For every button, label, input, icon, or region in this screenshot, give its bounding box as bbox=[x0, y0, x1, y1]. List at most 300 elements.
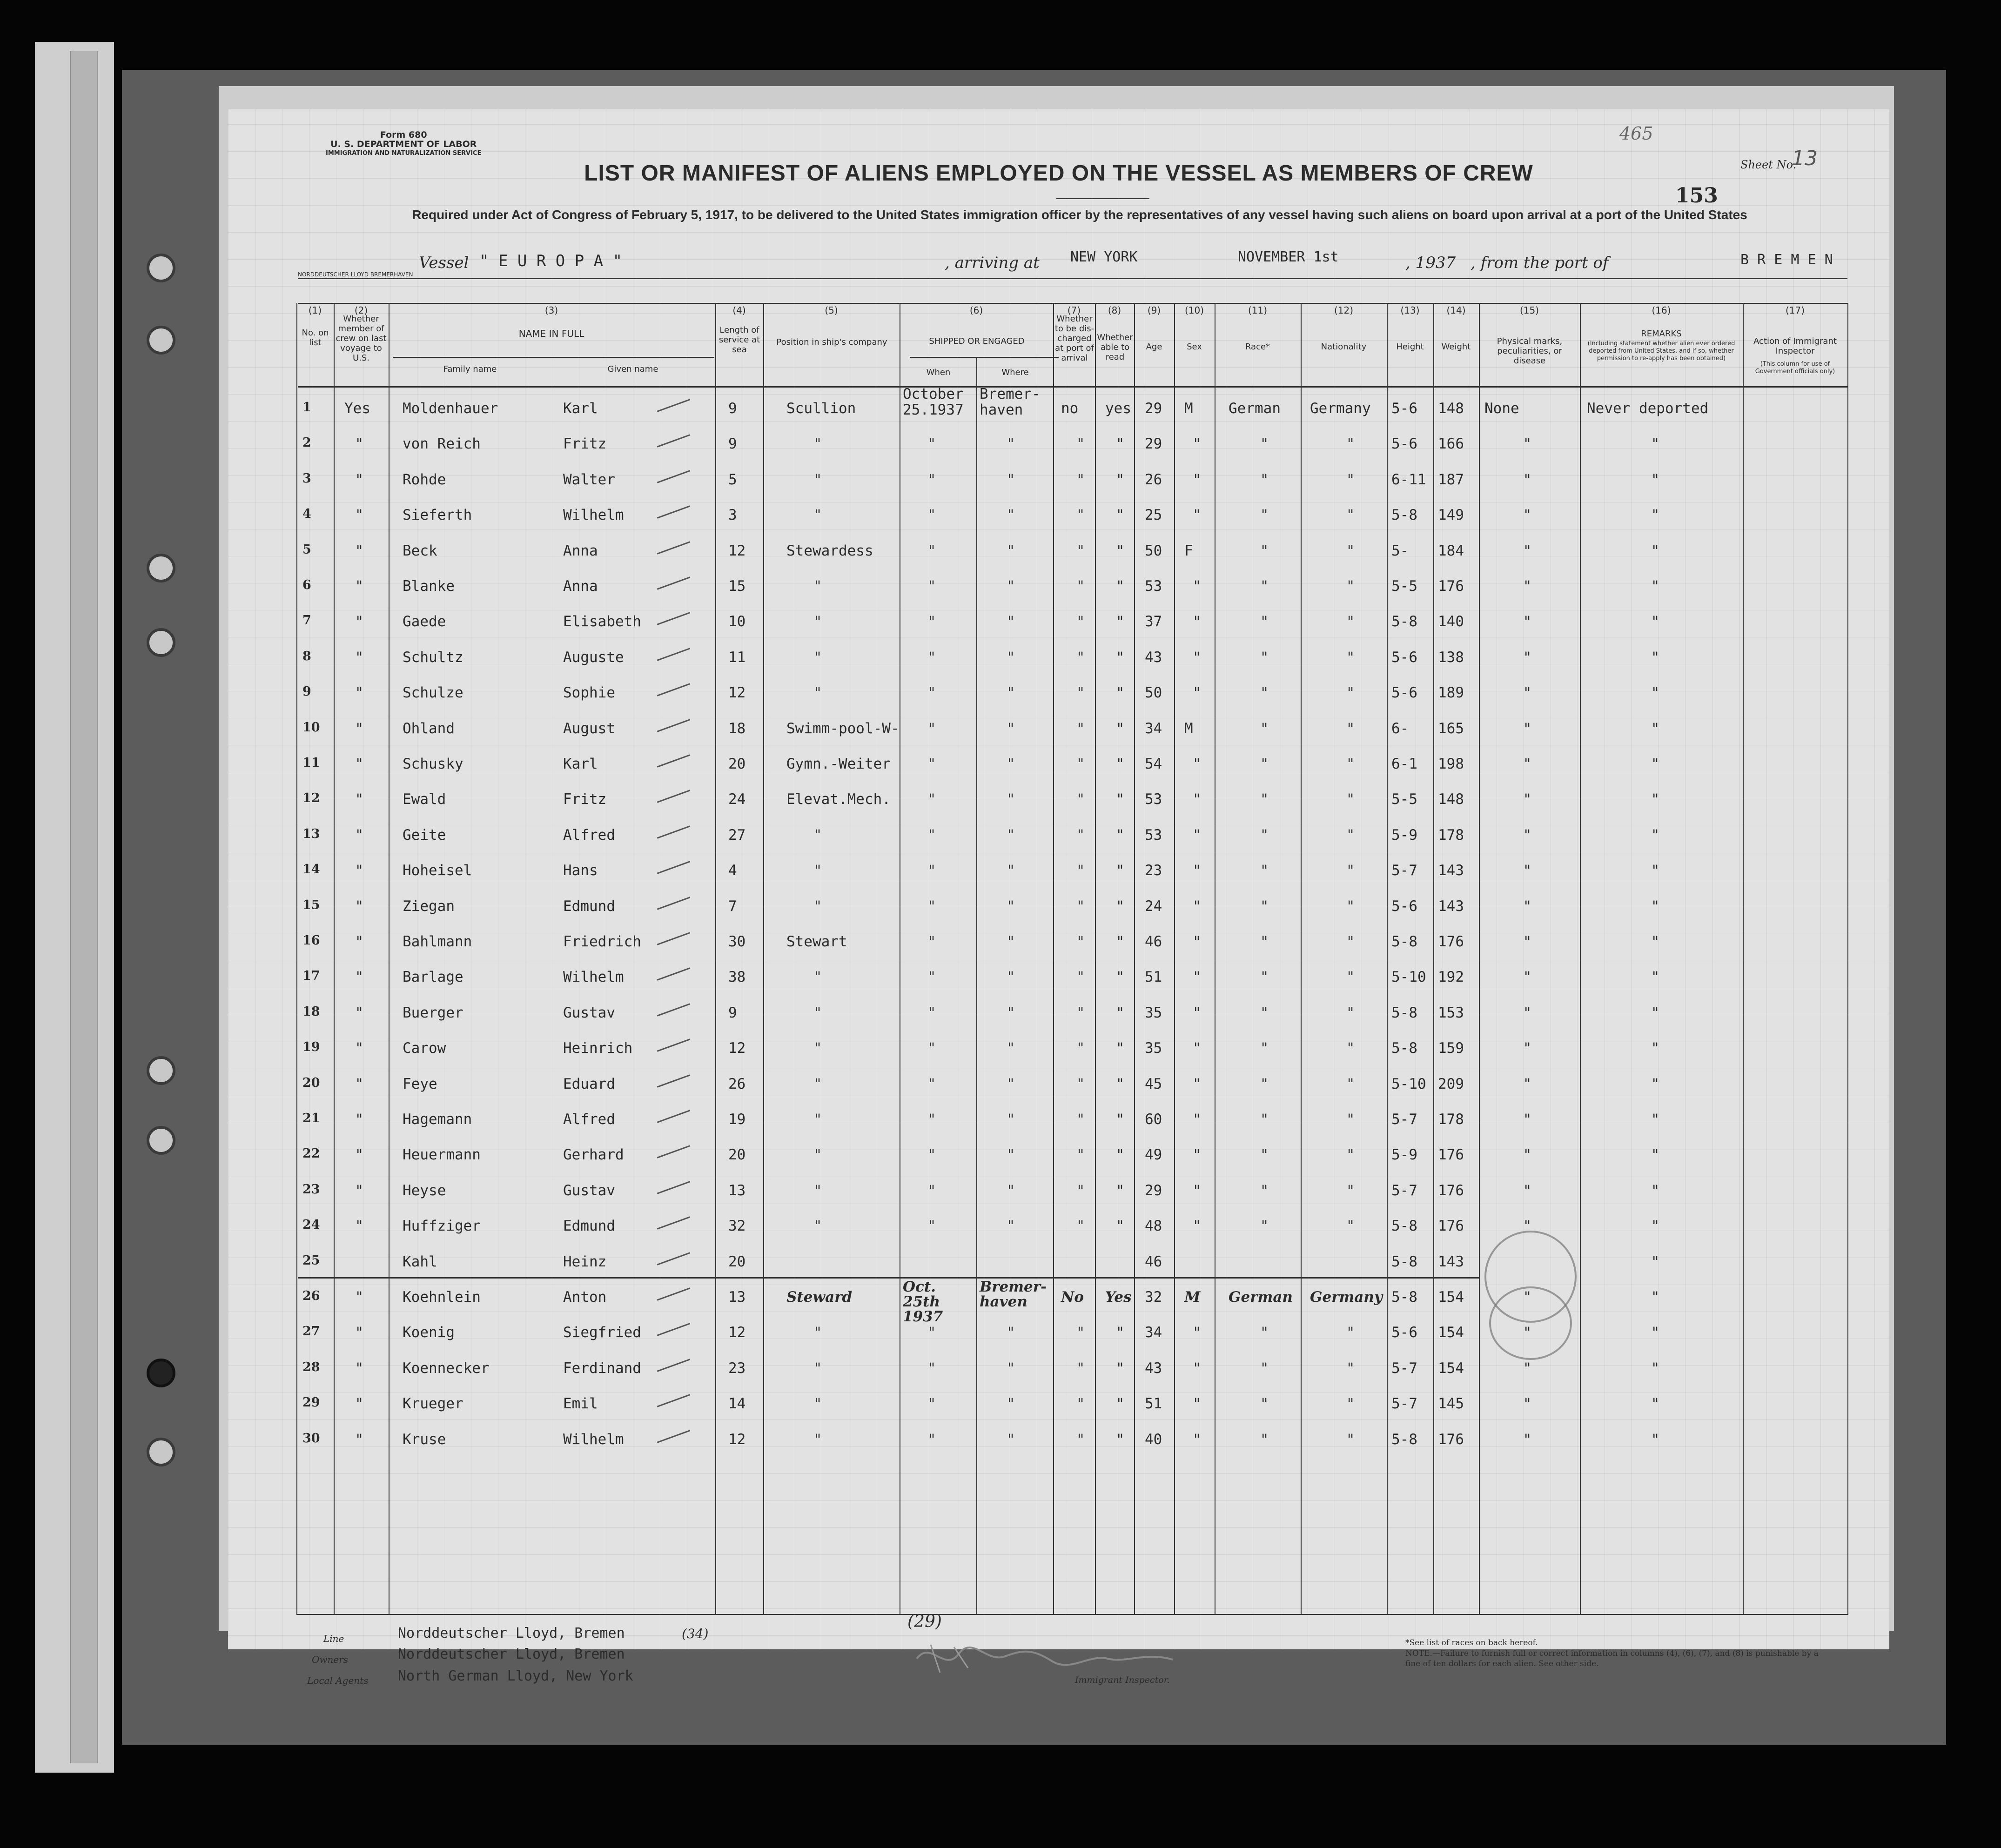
weight-cell: 138 bbox=[1438, 649, 1464, 666]
prev-voyage-cell: " bbox=[356, 1431, 363, 1448]
able-to-read-cell: " bbox=[1117, 1395, 1124, 1413]
service-length-cell: 12 bbox=[728, 1040, 746, 1057]
height-cell: 5-9 bbox=[1391, 826, 1417, 844]
position-cell: " bbox=[814, 1324, 821, 1341]
age-cell: 51 bbox=[1145, 1395, 1162, 1413]
age-cell: 50 bbox=[1145, 684, 1162, 702]
colnum-5: (5) bbox=[825, 305, 838, 316]
physical-marks-cell: " bbox=[1524, 1395, 1531, 1413]
family-name-cell: Schusky bbox=[403, 756, 463, 772]
row-number: 13 bbox=[302, 826, 320, 841]
able-to-read-cell: " bbox=[1117, 578, 1124, 595]
family-name-cell: Schultz bbox=[403, 649, 463, 666]
family-name-cell: Krueger bbox=[403, 1395, 463, 1413]
header-length-service: Length of service at sea bbox=[718, 325, 760, 355]
discharged-cell: " bbox=[1077, 507, 1084, 524]
height-cell: 5-8 bbox=[1391, 1218, 1417, 1235]
service-length-cell: 30 bbox=[728, 933, 746, 950]
race-cell: German bbox=[1229, 1289, 1293, 1306]
position-cell: " bbox=[814, 649, 821, 666]
discharged-cell: " bbox=[1077, 1359, 1084, 1377]
table-row bbox=[228, 827, 1889, 862]
shipped-where-cell: " bbox=[1007, 791, 1014, 808]
weight-cell: 165 bbox=[1438, 720, 1464, 737]
header-family-name: Family name bbox=[443, 364, 497, 374]
colnum-3: (3) bbox=[544, 305, 558, 316]
family-name-cell: Koennecker bbox=[403, 1359, 490, 1377]
binder-hole bbox=[147, 254, 175, 282]
weight-cell: 145 bbox=[1438, 1395, 1464, 1413]
height-cell: 5-6 bbox=[1391, 684, 1417, 702]
age-cell: 32 bbox=[1145, 1289, 1162, 1306]
shipped-when-cell: " bbox=[928, 969, 935, 986]
remarks-cell: " bbox=[1652, 471, 1659, 488]
physical-marks-cell: " bbox=[1524, 969, 1531, 986]
line-value: Norddeutscher Lloyd, Bremen bbox=[398, 1625, 625, 1641]
table-row bbox=[228, 791, 1889, 826]
arrival-date: NOVEMBER 1st bbox=[1238, 249, 1339, 265]
table-row bbox=[228, 933, 1889, 969]
shipped-where-cell: " bbox=[1007, 969, 1014, 986]
sex-cell: F bbox=[1184, 542, 1193, 559]
race-cell: " bbox=[1261, 471, 1268, 488]
race-cell: " bbox=[1261, 897, 1268, 915]
remarks-cell: " bbox=[1652, 933, 1659, 950]
discharged-cell: " bbox=[1077, 435, 1084, 453]
prev-voyage-cell: " bbox=[356, 1289, 363, 1306]
discharged-cell: " bbox=[1077, 1004, 1084, 1021]
header-remarks: REMARKS bbox=[1641, 329, 1682, 339]
seal-stamp bbox=[1489, 1286, 1572, 1360]
nationality-cell: " bbox=[1347, 1146, 1354, 1164]
check-mark bbox=[657, 576, 691, 589]
table-row bbox=[228, 1111, 1889, 1146]
position-cell: Steward bbox=[786, 1289, 853, 1306]
family-name-cell: Kahl bbox=[403, 1253, 437, 1270]
nationality-cell: " bbox=[1347, 1395, 1354, 1413]
race-cell: " bbox=[1261, 862, 1268, 879]
family-name-cell: Beck bbox=[403, 542, 437, 559]
position-cell: Swimm-pool-W- bbox=[786, 720, 900, 737]
shipped-where-cell: Bremer- haven bbox=[980, 386, 1041, 418]
service-length-cell: 12 bbox=[728, 1431, 746, 1448]
prev-voyage-cell: " bbox=[356, 1182, 363, 1199]
arrival-year: , 1937 bbox=[1405, 254, 1456, 272]
able-to-read-cell: yes bbox=[1105, 400, 1131, 417]
sex-cell: " bbox=[1194, 1395, 1201, 1413]
shipped-where-cell: " bbox=[1007, 1182, 1014, 1199]
manifest-sheet bbox=[228, 109, 1889, 1686]
table-row bbox=[228, 1395, 1889, 1431]
position-cell: " bbox=[814, 1395, 821, 1413]
department: U. S. DEPARTMENT OF LABOR bbox=[330, 139, 477, 149]
row-number: 4 bbox=[302, 507, 311, 522]
race-cell: " bbox=[1261, 1431, 1268, 1448]
colnum-6: (6) bbox=[969, 305, 983, 316]
service-length-cell: 18 bbox=[728, 720, 746, 737]
given-name-cell: Friedrich bbox=[563, 933, 641, 950]
physical-marks-cell: " bbox=[1524, 684, 1531, 702]
able-to-read-cell: " bbox=[1117, 1146, 1124, 1164]
physical-marks-cell: " bbox=[1524, 1004, 1531, 1021]
check-mark bbox=[657, 1430, 691, 1443]
race-cell: German bbox=[1229, 400, 1281, 417]
family-name-cell: Bahlmann bbox=[403, 933, 472, 950]
row-number: 1 bbox=[302, 400, 311, 415]
name-subrule bbox=[393, 357, 714, 358]
prev-voyage-cell: Yes bbox=[344, 400, 370, 417]
age-cell: 26 bbox=[1145, 471, 1162, 488]
check-mark bbox=[657, 968, 691, 981]
header-top-rule bbox=[298, 303, 1847, 304]
sex-cell: " bbox=[1194, 933, 1201, 950]
age-cell: 46 bbox=[1145, 1253, 1162, 1270]
position-cell: " bbox=[814, 1182, 821, 1199]
race-cell: " bbox=[1261, 507, 1268, 524]
sex-cell: " bbox=[1194, 969, 1201, 986]
row-number: 8 bbox=[302, 649, 311, 663]
binder-hole bbox=[147, 1359, 175, 1387]
check-mark bbox=[657, 897, 691, 910]
table-row bbox=[228, 1324, 1889, 1359]
shipped-when-cell: " bbox=[928, 933, 935, 950]
row-number: 10 bbox=[302, 720, 320, 735]
remarks-cell: " bbox=[1652, 1253, 1659, 1270]
header-able-to-read: Whether able to read bbox=[1097, 333, 1133, 362]
weight-cell: 159 bbox=[1438, 1040, 1464, 1057]
position-cell: " bbox=[814, 826, 821, 844]
age-cell: 40 bbox=[1145, 1431, 1162, 1448]
sex-cell: " bbox=[1194, 435, 1201, 453]
height-cell: 5-6 bbox=[1391, 1324, 1417, 1341]
row-number: 9 bbox=[302, 684, 311, 699]
weight-cell: 176 bbox=[1438, 578, 1464, 595]
discharged-cell: " bbox=[1077, 1431, 1084, 1448]
row-number: 6 bbox=[302, 578, 311, 592]
shipped-when-cell: " bbox=[928, 1359, 935, 1377]
check-mark bbox=[657, 612, 691, 625]
given-name-cell: Fritz bbox=[563, 435, 607, 453]
given-name-cell: Anna bbox=[563, 578, 598, 595]
nationality-cell: " bbox=[1347, 969, 1354, 986]
table-row bbox=[228, 386, 1889, 435]
position-cell: Scullion bbox=[786, 400, 856, 417]
given-name-cell: Heinz bbox=[563, 1253, 607, 1270]
family-name-cell: Ziegan bbox=[403, 897, 455, 915]
given-name-cell: Siegfried bbox=[563, 1324, 641, 1341]
check-mark bbox=[657, 1110, 691, 1123]
height-cell: 5-8 bbox=[1391, 613, 1417, 630]
prev-voyage-cell: " bbox=[356, 507, 363, 524]
given-name-cell: Eduard bbox=[563, 1075, 615, 1092]
sex-cell: " bbox=[1194, 1218, 1201, 1235]
physical-marks-cell: " bbox=[1524, 1040, 1531, 1057]
race-cell: " bbox=[1261, 1218, 1268, 1235]
age-cell: 51 bbox=[1145, 969, 1162, 986]
service-length-cell: 9 bbox=[728, 400, 737, 417]
able-to-read-cell: " bbox=[1117, 1182, 1124, 1199]
height-cell: 6-1 bbox=[1391, 756, 1417, 772]
nationality-cell: " bbox=[1347, 1431, 1354, 1448]
sex-cell: " bbox=[1194, 578, 1201, 595]
row-number: 27 bbox=[302, 1324, 320, 1339]
physical-marks-cell: " bbox=[1524, 1146, 1531, 1164]
header-prev-voyage: Whether member of crew on last voyage to U.S. bbox=[336, 314, 387, 363]
discharged-cell: " bbox=[1077, 1218, 1084, 1235]
physical-marks-cell: " bbox=[1524, 507, 1531, 524]
family-name-cell: Schulze bbox=[403, 684, 463, 702]
remarks-cell: " bbox=[1652, 1182, 1659, 1199]
discharged-cell: No bbox=[1061, 1289, 1084, 1306]
prev-voyage-cell: " bbox=[356, 578, 363, 595]
table-row bbox=[228, 720, 1889, 756]
given-name-cell: Gustav bbox=[563, 1004, 615, 1021]
weight-cell: 143 bbox=[1438, 897, 1464, 915]
service-length-cell: 3 bbox=[728, 507, 737, 524]
vessel-name: " E U R O P A " bbox=[479, 252, 623, 270]
document-subtitle: Required under Act of Congress of February 5, 1917, to be delivered to the United States immigration officer by the representatives of any vessel having such aliens on board upon arrival at a port of the United States bbox=[412, 208, 1747, 222]
able-to-read-cell: " bbox=[1117, 649, 1124, 666]
remarks-cell: " bbox=[1652, 1324, 1659, 1341]
position-cell: " bbox=[814, 1146, 821, 1164]
row-number: 28 bbox=[302, 1359, 320, 1374]
shipped-where-cell: " bbox=[1007, 1218, 1014, 1235]
shipped-when-cell: " bbox=[928, 684, 935, 702]
remarks-cell: " bbox=[1652, 1004, 1659, 1021]
header-where: Where bbox=[1001, 368, 1029, 377]
shipped-where-cell: Bremer- haven bbox=[980, 1279, 1047, 1310]
family-name-cell: Koenig bbox=[403, 1324, 455, 1341]
prev-voyage-cell: " bbox=[356, 791, 363, 808]
given-name-cell: Wilhelm bbox=[563, 507, 624, 524]
header-physical-marks: Physical marks, peculiarities, or disease bbox=[1497, 336, 1563, 366]
able-to-read-cell: " bbox=[1117, 756, 1124, 772]
shipped-when-cell: " bbox=[928, 826, 935, 844]
weight-cell: 140 bbox=[1438, 613, 1464, 630]
weight-cell: 176 bbox=[1438, 1218, 1464, 1235]
sex-cell: " bbox=[1194, 507, 1201, 524]
nationality-cell: " bbox=[1347, 720, 1354, 737]
shipped-where-cell: " bbox=[1007, 1040, 1014, 1057]
able-to-read-cell: " bbox=[1117, 542, 1124, 559]
shipped-when-cell: " bbox=[928, 507, 935, 524]
sex-cell: " bbox=[1194, 1324, 1201, 1341]
discharged-cell: " bbox=[1077, 684, 1084, 702]
family-name-cell: Feye bbox=[403, 1075, 437, 1092]
check-mark bbox=[657, 1287, 691, 1300]
shipped-where-cell: " bbox=[1007, 1004, 1014, 1021]
discharged-cell: " bbox=[1077, 1395, 1084, 1413]
discharged-cell: " bbox=[1077, 578, 1084, 595]
shipped-where-cell: " bbox=[1007, 1146, 1014, 1164]
row-25-strike bbox=[298, 1277, 1480, 1279]
shipped-when-cell: " bbox=[928, 578, 935, 595]
physical-marks-cell: " bbox=[1524, 1324, 1531, 1341]
weight-cell: 176 bbox=[1438, 933, 1464, 950]
agents-label: Local Agents bbox=[307, 1675, 369, 1686]
family-name-cell: Carow bbox=[403, 1040, 446, 1057]
check-mark bbox=[657, 1074, 691, 1087]
remarks-cell: " bbox=[1652, 897, 1659, 915]
nationality-cell: " bbox=[1347, 1324, 1354, 1341]
discharged-cell: " bbox=[1077, 1111, 1084, 1128]
row-number: 14 bbox=[302, 862, 320, 877]
shipped-where-cell: " bbox=[1007, 720, 1014, 737]
service-length-cell: 19 bbox=[728, 1111, 746, 1128]
header-discharged: Whether to be dis-charged at port of arrival bbox=[1054, 314, 1095, 363]
check-mark bbox=[657, 790, 691, 803]
sex-cell: " bbox=[1194, 1111, 1201, 1128]
prev-voyage-cell: " bbox=[356, 756, 363, 772]
colnum-17: (17) bbox=[1785, 305, 1805, 316]
race-cell: " bbox=[1261, 1395, 1268, 1413]
sheet-label: Sheet No. bbox=[1740, 158, 1797, 171]
page-number: 153 bbox=[1675, 184, 1718, 208]
shipped-when-cell: " bbox=[928, 1111, 935, 1128]
table-row bbox=[228, 1253, 1889, 1289]
given-name-cell: Heinrich bbox=[563, 1040, 633, 1057]
discharged-cell: " bbox=[1077, 969, 1084, 986]
prev-voyage-cell: " bbox=[356, 862, 363, 879]
height-cell: 5- bbox=[1391, 542, 1409, 559]
sheet-number: 13 bbox=[1792, 147, 1818, 170]
age-cell: 34 bbox=[1145, 720, 1162, 737]
check-mark bbox=[657, 861, 691, 874]
remarks-cell: " bbox=[1652, 507, 1659, 524]
shipped-when-cell: " bbox=[928, 862, 935, 879]
family-name-cell: Koehnlein bbox=[403, 1289, 481, 1306]
able-to-read-cell: " bbox=[1117, 507, 1124, 524]
height-cell: 5-7 bbox=[1391, 862, 1417, 879]
given-name-cell: Gerhard bbox=[563, 1146, 624, 1164]
colnum-8: (8) bbox=[1108, 305, 1121, 316]
position-cell: " bbox=[814, 507, 821, 524]
age-cell: 60 bbox=[1145, 1111, 1162, 1128]
discharged-cell: " bbox=[1077, 1182, 1084, 1199]
given-name-cell: Sophie bbox=[563, 684, 615, 702]
shipped-when-cell: October 25.1937 bbox=[903, 386, 964, 418]
shipped-when-cell: " bbox=[928, 791, 935, 808]
sex-cell: " bbox=[1194, 1431, 1201, 1448]
header-sex: Sex bbox=[1187, 342, 1202, 352]
table-row bbox=[228, 1076, 1889, 1111]
form-header bbox=[326, 130, 481, 158]
header-nationality: Nationality bbox=[1321, 342, 1367, 352]
sex-cell: " bbox=[1194, 1359, 1201, 1377]
colnum-14: (14) bbox=[1446, 305, 1466, 316]
physical-marks-cell: " bbox=[1524, 578, 1531, 595]
nationality-cell: " bbox=[1347, 471, 1354, 488]
shipped-when-cell: " bbox=[928, 1075, 935, 1092]
prev-voyage-cell: " bbox=[356, 684, 363, 702]
age-cell: 54 bbox=[1145, 756, 1162, 772]
given-name-cell: Karl bbox=[563, 400, 598, 417]
sex-cell: " bbox=[1194, 897, 1201, 915]
header-name-in-full: NAME IN FULL bbox=[518, 328, 584, 339]
header-race: Race* bbox=[1245, 342, 1270, 352]
physical-marks-cell: " bbox=[1524, 471, 1531, 488]
height-cell: 5-10 bbox=[1391, 1075, 1426, 1092]
prev-voyage-cell: " bbox=[356, 649, 363, 666]
height-cell: 5-9 bbox=[1391, 1146, 1417, 1164]
shipped-when-cell: " bbox=[928, 1004, 935, 1021]
vessel-line bbox=[419, 249, 1861, 277]
prev-voyage-cell: " bbox=[356, 826, 363, 844]
row-number: 24 bbox=[302, 1218, 320, 1232]
position-cell: " bbox=[814, 862, 821, 879]
sex-cell: " bbox=[1194, 862, 1201, 879]
service-length-cell: 4 bbox=[728, 862, 737, 879]
physical-marks-cell: " bbox=[1524, 1359, 1531, 1377]
height-cell: 5-7 bbox=[1391, 1359, 1417, 1377]
service-length-cell: 12 bbox=[728, 542, 746, 559]
position-cell: " bbox=[814, 1004, 821, 1021]
shipped-where-cell: " bbox=[1007, 862, 1014, 879]
line-label: Line bbox=[323, 1633, 344, 1644]
age-cell: 53 bbox=[1145, 826, 1162, 844]
header-no-on-list: No. on list bbox=[302, 328, 329, 348]
binder-hole bbox=[147, 326, 175, 355]
physical-marks-cell: " bbox=[1524, 435, 1531, 453]
discharged-cell: " bbox=[1077, 542, 1084, 559]
table-row bbox=[228, 1360, 1889, 1395]
height-cell: 5-5 bbox=[1391, 791, 1417, 808]
age-cell: 46 bbox=[1145, 933, 1162, 950]
row-number: 3 bbox=[302, 471, 311, 486]
row-number: 17 bbox=[302, 969, 320, 984]
prev-voyage-cell: " bbox=[356, 471, 363, 488]
table-bottom-rule bbox=[296, 1614, 1848, 1615]
service-length-cell: 20 bbox=[728, 756, 746, 772]
physical-marks-cell: " bbox=[1524, 649, 1531, 666]
header-weight: Weight bbox=[1441, 342, 1471, 352]
race-cell: " bbox=[1261, 1075, 1268, 1092]
agents-value: North German Lloyd, New York bbox=[398, 1668, 633, 1684]
arriving-label: , arriving at bbox=[945, 254, 1040, 272]
prev-voyage-cell: " bbox=[356, 613, 363, 630]
race-cell: " bbox=[1261, 756, 1268, 772]
height-cell: 5-8 bbox=[1391, 1431, 1417, 1448]
weight-cell: 187 bbox=[1438, 471, 1464, 488]
service-name: IMMIGRATION AND NATURALIZATION SERVICE bbox=[326, 150, 482, 157]
able-to-read-cell: Yes bbox=[1105, 1289, 1132, 1306]
from-port: B R E M E N bbox=[1740, 252, 1833, 268]
sex-cell: " bbox=[1194, 613, 1201, 630]
height-cell: 5-8 bbox=[1391, 507, 1417, 524]
nationality-cell: " bbox=[1347, 897, 1354, 915]
physical-marks-cell: " bbox=[1524, 1182, 1531, 1199]
family-name-cell: Heyse bbox=[403, 1182, 446, 1199]
nationality-cell: " bbox=[1347, 791, 1354, 808]
shipped-where-cell: " bbox=[1007, 1431, 1014, 1448]
header-age: Age bbox=[1146, 342, 1162, 352]
binder-strip bbox=[70, 51, 98, 1763]
race-cell: " bbox=[1261, 1182, 1268, 1199]
colnum-15: (15) bbox=[1519, 305, 1539, 316]
height-cell: 5-8 bbox=[1391, 1289, 1417, 1306]
weight-cell: 198 bbox=[1438, 756, 1464, 772]
sex-cell: M bbox=[1184, 1289, 1201, 1306]
shipped-where-cell: " bbox=[1007, 756, 1014, 772]
races-footnote: *See list of races on back hereof. bbox=[1405, 1638, 1538, 1647]
shipped-where-cell: " bbox=[1007, 1395, 1014, 1413]
row-number: 11 bbox=[302, 756, 320, 770]
check-mark bbox=[657, 754, 691, 767]
remarks-cell: " bbox=[1652, 720, 1659, 737]
given-name-cell: Wilhelm bbox=[563, 1431, 624, 1448]
remarks-cell: " bbox=[1652, 791, 1659, 808]
colnum-11: (11) bbox=[1248, 305, 1268, 316]
